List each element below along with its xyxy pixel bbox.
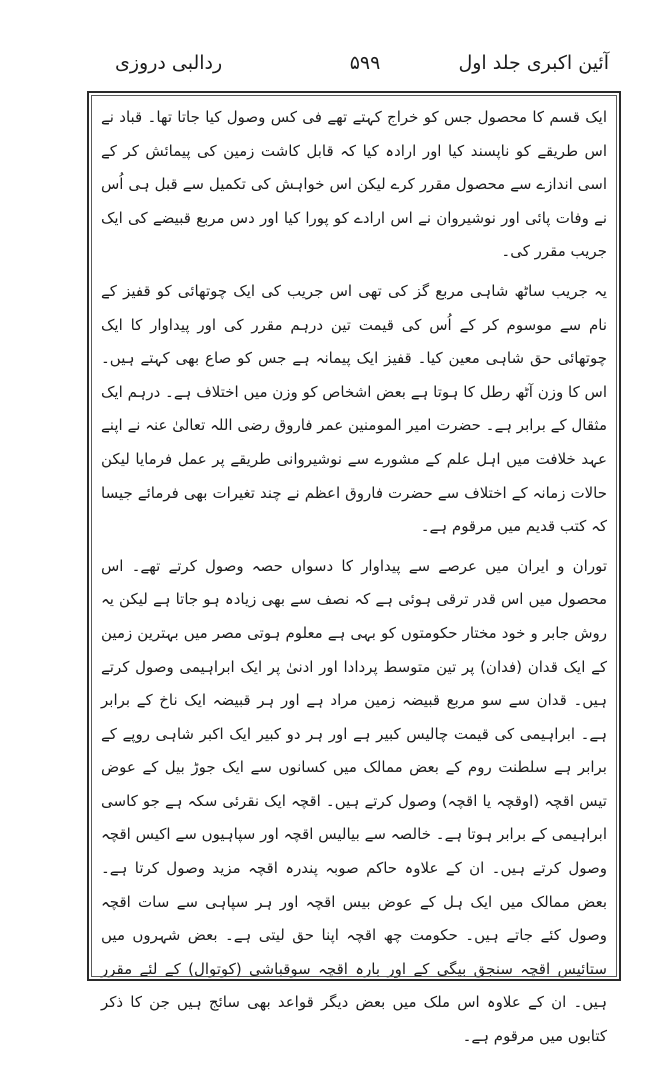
paragraph-3: توران و ایران میں عرصے سے پیداوار کا دسواں حصہ وصول کرتے تھے۔ اس محصول میں اس قدر ترقی ہوئی ہے کہ نصف سے بھی زیادہ ہو جاتا ہے لیکن یہ روش جابر و خود مختار حکومتوں کو بہی ہے معلوم ہوتی مصر میں بہترین زمین کے ایک قدان (فدان) پر تین متوسط پردادا اور ادنیٰ پر ایک ابراہیمی وصول کرتے ہیں۔ قدان سے سو مربع قبیضہ زمین مراد ہے اور ہر قبیضہ ایک ناخ کے برابر ہے۔ ابراہیمی کی قیمت چالیس کبیر ہے اور ہر دو کبیر ایک اکبر شاہی روپے کے برابر ہے سلطنت روم کے بعض ممالک میں کسانوں سے ایک جوڑ بیل کے عوض تیس اقچہ (اوقچہ یا اقچہ) وصول کرتے ہیں۔ اقچہ ایک نقرئی سکہ ہے جو کاسی ابراہیمی کے برابر ہوتا ہے۔ خالصہ سے بیالیس اقچہ اور سپاہیوں سے اکیس اقچہ وصول کرتے ہیں۔ ان کے علاوہ حاکم صوبہ پندرہ اقچہ مزید وصول کرتا ہے۔ بعض ممالک میں ایک ہل کے عوض بیس اقچہ اور ہر سپاہی سے سات اقچہ وصول کئے جاتے ہیں۔ حکومت چھ اقچہ اپنا حق لیتی ہے۔ بعض شہروں میں ستائیس اقچہ سنجق بیگی کے اور بارہ اقچہ سوقباشی (کوتوال) کے لئے مقرر ہیں۔ ان کے علاوہ اس ملک میں بعض دیگر قواعد بھی سائج ہیں جن کا ذکر کتابوں میں مرقوم ہے۔ bbox=[101, 556, 607, 1046]
body-text bbox=[101, 101, 607, 1046]
text-frame bbox=[87, 91, 621, 1046]
page-number: ۵۹۹ bbox=[349, 52, 381, 74]
header-subtitle: ردالبی دروزی bbox=[115, 52, 223, 74]
paragraph-2: یہ جریب ساٹھ شاہی مربع گز کی تھی اس جریب کی ایک چوتھائی کو قفیز کے نام سے موسوم کر کے اُس کی قیمت تین درہم مقرر کی اور پیداوار کا ایک چوتھائی حق شاہی معین کیا۔ قفیز ایک پیمانہ ہے جس کو صاع بھی کہتے ہیں۔ اس کا وزن آٹھ رطل کا ہوتا ہے بعض اشخاص کو وزن میں اختلاف ہے۔ درہم ایک مثقال کے برابر ہے۔ حضرت امیر المومنین عمر فاروق رضی اللہ تعالیٰ عنہ نے اپنے عہد خلافت میں اہل علم کے مشورے سے نوشیروانی طریقے پر عمل فرمایا لیکن حالات زمانہ کے اختلاف سے حضرت فاروق اعظم نے چند تغیرات بھی فرمائے جیسا کہ کتب قدیم میں مرقوم ہے۔ bbox=[101, 281, 607, 536]
paragraph-1: ایک قسم کا محصول جس کو خراج کہتے تھے فی کس وصول کیا جاتا تھا۔ قباد نے اس طریقے کو ناپسند کیا اور ارادہ کیا کہ قابل کاشت زمین کی پیمائش کر کے اسی اندازے سے محصول مقرر کرے لیکن اس خواہش کی تکمیل سے قبل ہی اُس نے وفات پائی اور نوشیروان نے اس ارادے کو پورا کیا اور دس مربع قبیضے کی ایک جریب مقرر کی۔ bbox=[101, 108, 607, 261]
book-title: آئین اکبری جلد اول bbox=[458, 52, 609, 74]
running-header bbox=[115, 48, 615, 88]
